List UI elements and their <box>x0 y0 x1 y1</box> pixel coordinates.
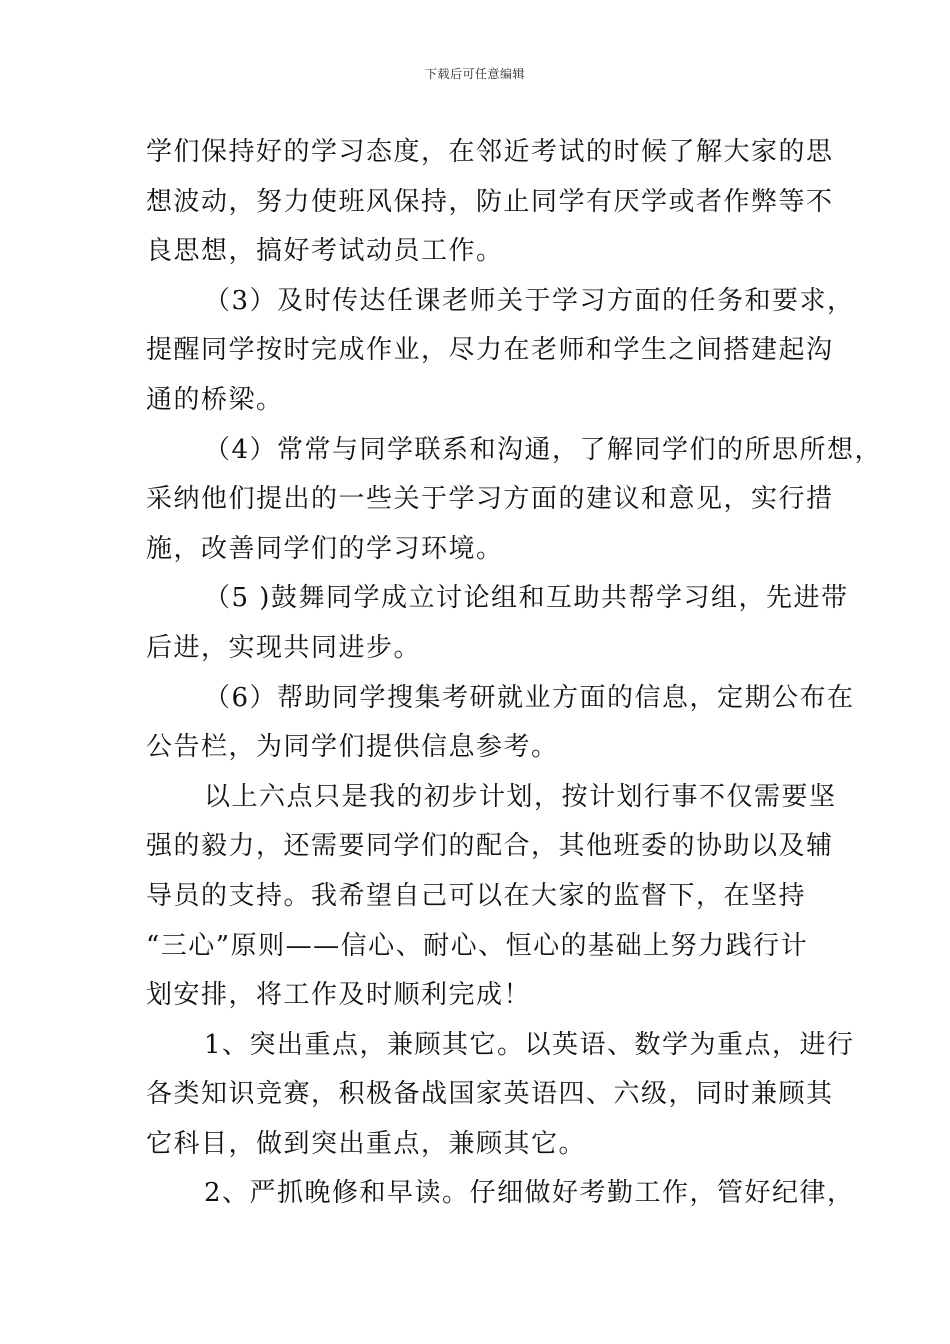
text-line: 后进，实现共同进步。 <box>146 632 422 663</box>
text-line: 划安排，将工作及时顺利完成！ <box>146 980 532 1011</box>
text-line: 学们保持好的学习态度，在邻近考试的时候了解大家的思 <box>146 137 834 167</box>
text-line: 想波动，努力使班风保持，防止同学有厌学或者作弊等不 <box>146 186 834 217</box>
text-line: 公告栏，为同学们提供信息参考。 <box>146 732 559 763</box>
text-line: 提醒同学按时完成作业，尽力在老师和学生之间搭建起沟 <box>146 335 834 366</box>
paragraph <box>146 1021 855 1170</box>
paragraph <box>146 128 834 277</box>
text-line: （3）及时传达任课老师关于学习方面的任务和要求， <box>204 285 855 316</box>
text-line: 各类知识竞赛，积极备战国家英语四、六级，同时兼顾其 <box>146 1079 834 1110</box>
text-line: 它科目，做到突出重点，兼顾其它。 <box>146 1128 587 1159</box>
text-line: 强的毅力，还需要同学们的配合，其他班委的协助以及辅 <box>146 831 834 862</box>
text-line: （4）常常与同学联系和沟通，了解同学们的所思所想， <box>204 434 883 465</box>
text-line: （6）帮助同学搜集考研就业方面的信息，定期公布在 <box>204 682 855 713</box>
page-header: 下载后可任意编辑 <box>424 67 525 81</box>
text-line: 通的桥梁。 <box>146 384 284 415</box>
paragraph <box>146 773 837 1021</box>
text-line: “三心”原则——信心、耐心、恒心的基础上努力践行计 <box>146 930 809 961</box>
text-line: 导员的支持。我希望自己可以在大家的监督下，在坚持 <box>146 880 807 911</box>
text-line: （5 )鼓舞同学成立讨论组和互助共帮学习组，先进带 <box>204 583 849 614</box>
text-line: 2、严抓晚修和早读。仔细做好考勤工作，管好纪律， <box>204 1178 855 1209</box>
text-line: 施，改善同学们的学习环境。 <box>146 533 504 564</box>
text-line: 1、突出重点，兼顾其它。以英语、数学为重点，进行 <box>204 1029 855 1060</box>
text-line: 以上六点只是我的初步计划，按计划行事不仅需要坚 <box>204 781 837 812</box>
paragraph <box>146 674 855 773</box>
document-body <box>146 128 883 1219</box>
paragraph <box>146 1169 855 1219</box>
text-line: 良思想，搞好考试动员工作。 <box>146 236 504 267</box>
paragraph <box>146 574 849 673</box>
paragraph <box>146 426 883 575</box>
paragraph <box>146 277 855 426</box>
text-line: 采纳他们提出的一些关于学习方面的建议和意见，实行措 <box>146 484 834 515</box>
